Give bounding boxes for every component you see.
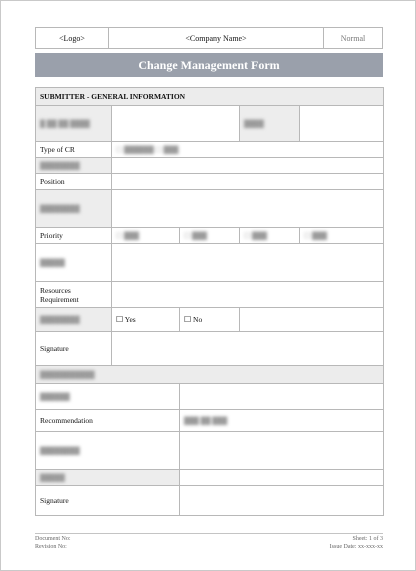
issue-date: Issue Date: xx-xxx-xx [329, 544, 383, 550]
reviewer-signature-value[interactable] [180, 486, 384, 516]
style-label: Normal [324, 28, 383, 49]
remarks-label: █████ [36, 470, 180, 486]
type-of-cr-options[interactable]: ☐ ██████ ☐ ███ [112, 142, 384, 158]
logo-placeholder: <Logo> [36, 28, 109, 49]
risks-label: ██████ [36, 384, 180, 410]
section-header-review: ███████████ [36, 366, 384, 384]
conditions-value[interactable] [180, 432, 384, 470]
submitter-signature-label: Signature [36, 332, 112, 366]
submitter-field-value[interactable] [112, 106, 240, 142]
submitter-field-label: █ ██ ██ ████ [36, 106, 112, 142]
attachments-label: ████████ [36, 308, 112, 332]
section-header-submitter: SUBMITTER - GENERAL INFORMATION [36, 88, 384, 106]
recommendation-label: Recommendation [36, 410, 180, 432]
priority-option-1[interactable]: ☐ ███ [112, 228, 180, 244]
remarks-value[interactable] [180, 470, 384, 486]
reason-value[interactable] [112, 244, 384, 282]
description-label: ████████ [36, 190, 112, 228]
attachments-empty [240, 308, 384, 332]
submitter-name-value[interactable] [112, 158, 384, 174]
recommendation-options[interactable]: ███ ██ ███ [180, 410, 384, 432]
reason-label: █████ [36, 244, 112, 282]
priority-option-3[interactable]: ☐ ███ [240, 228, 300, 244]
change-form-table [35, 87, 384, 516]
header-table [35, 27, 383, 49]
resources-label: Resources Requirement [36, 282, 112, 308]
attachments-yes[interactable]: ☐ Yes [112, 308, 180, 332]
revision-no: Revision No: [35, 544, 67, 550]
position-label: Position [36, 174, 112, 190]
footer-divider [35, 533, 383, 534]
submitter-name-label: ████████ [36, 158, 112, 174]
reviewer-signature-label: Signature [36, 486, 180, 516]
priority-option-2[interactable]: ☐ ███ [180, 228, 240, 244]
date-field-value[interactable] [300, 106, 384, 142]
type-of-cr-label: Type of CR [36, 142, 112, 158]
document-no: Document No: [35, 536, 71, 542]
date-field-label: ████ [240, 106, 300, 142]
checkbox-icon[interactable]: ☐ [116, 315, 124, 324]
risks-value[interactable] [180, 384, 384, 410]
resources-value[interactable] [112, 282, 384, 308]
description-value[interactable] [112, 190, 384, 228]
priority-option-4[interactable]: ☐ ███ [300, 228, 384, 244]
submitter-signature-value[interactable] [112, 332, 384, 366]
conditions-label: ████████ [36, 432, 180, 470]
company-name: <Company Name> [109, 28, 324, 49]
form-title: Change Management Form [35, 53, 383, 77]
priority-label: Priority [36, 228, 112, 244]
sheet-number: Sheet: 1 of 3 [352, 536, 383, 542]
position-value[interactable] [112, 174, 384, 190]
checkbox-icon[interactable]: ☐ [184, 315, 192, 324]
attachments-no[interactable]: ☐ No [180, 308, 240, 332]
